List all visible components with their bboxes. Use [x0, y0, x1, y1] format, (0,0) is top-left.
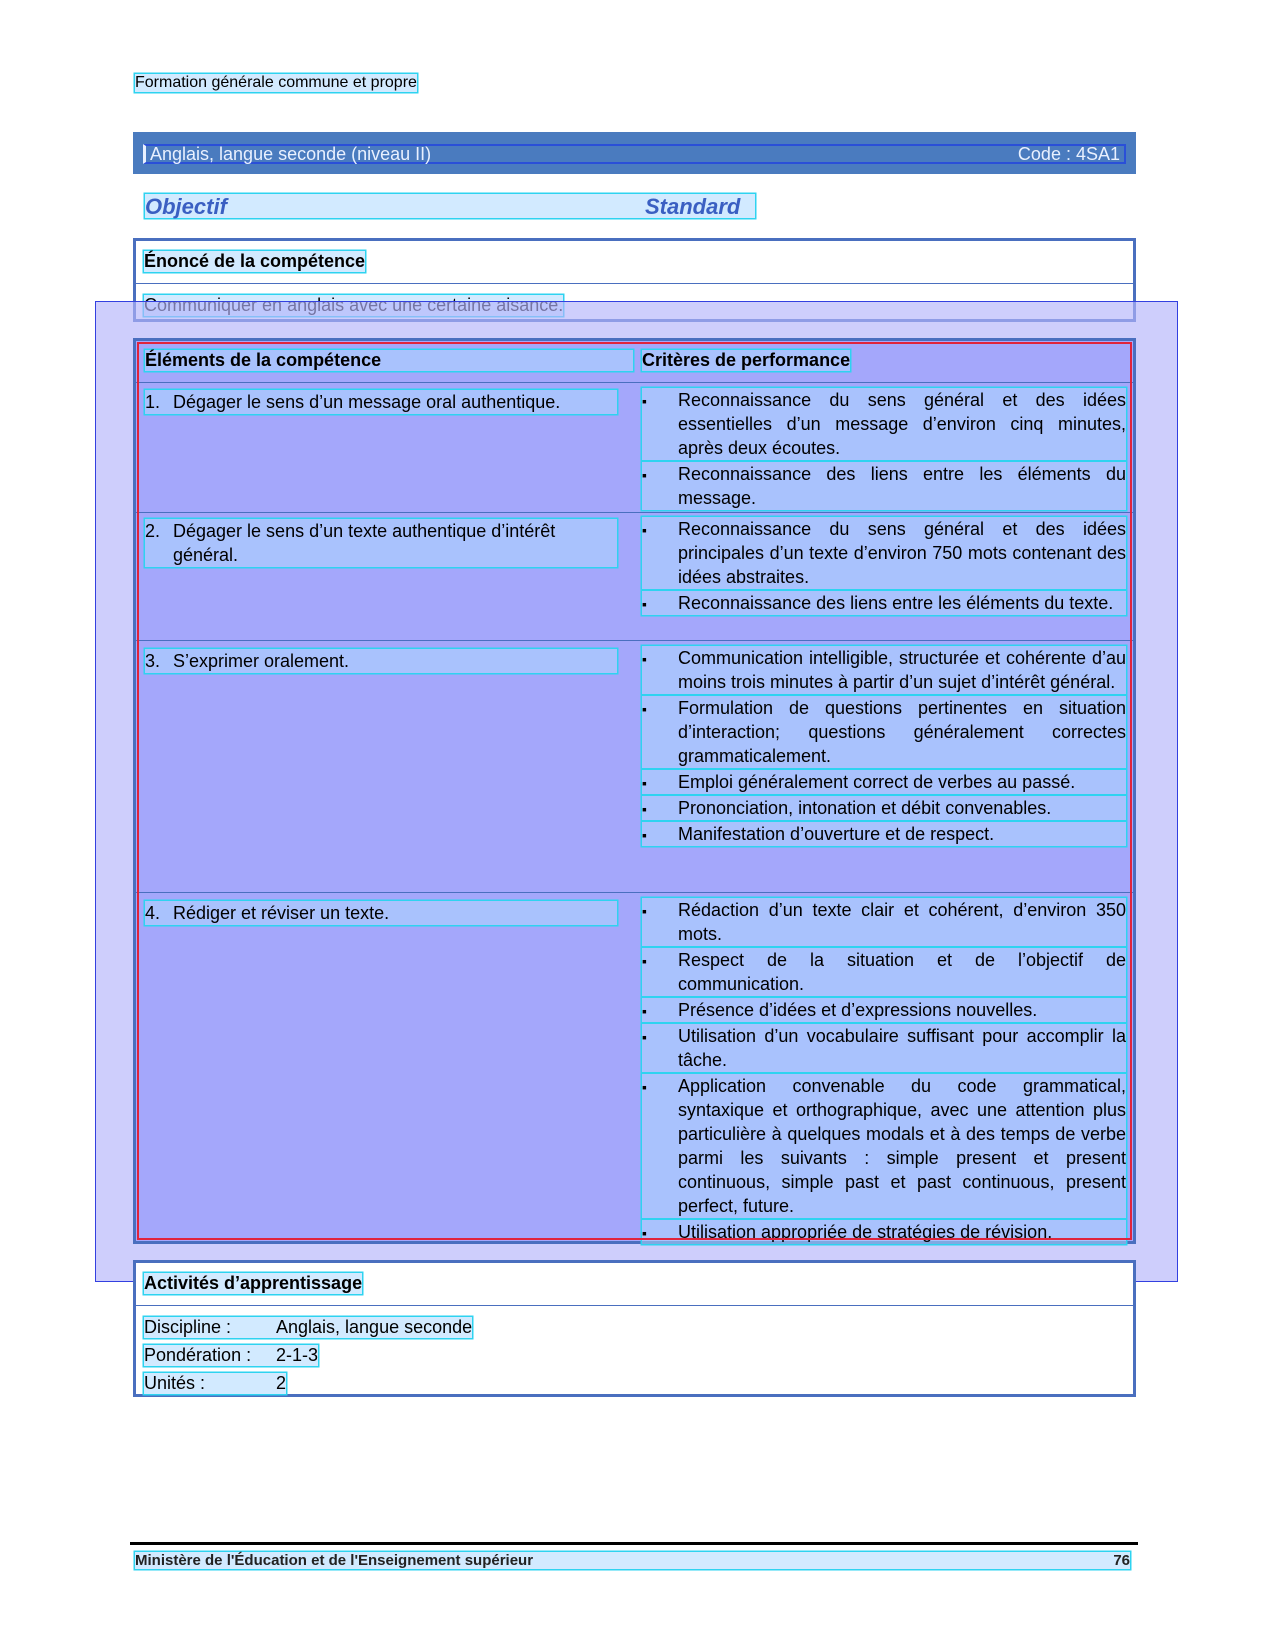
list-item: ▪ Utilisation d’un vocabulaire suffisant pour accomplir la tâche.: [642, 1024, 1126, 1072]
element-number: 3.: [145, 651, 161, 671]
enonce-heading: Énoncé de la compétence: [144, 251, 366, 271]
standard-label: Standard: [645, 194, 741, 219]
divider: [136, 283, 1133, 284]
activites-heading: Activités d’apprentissage: [144, 1273, 363, 1293]
bullet-icon: [642, 591, 652, 616]
list-item: ▪ Reconnaissance du sens général et des idées essentielles d’un message d’environ cinq minutes, après deux écoutes.: [642, 388, 1126, 460]
criteria-list: [642, 388, 1126, 512]
ministry-name: Ministère de l'Éducation et de l'Enseignement supérieur: [135, 1552, 534, 1569]
discipline-label: Discipline :: [144, 1317, 232, 1337]
discipline-row: [144, 1317, 472, 1338]
table-row-element: [145, 519, 617, 567]
course-title: Anglais, langue seconde (niveau II): [150, 144, 432, 164]
list-item: ▪ Reconnaissance des liens entre les éléments du message.: [642, 462, 1126, 510]
row-divider: [136, 640, 1133, 641]
bullet-icon: [642, 822, 652, 847]
element-text: Dégager le sens d’un message oral authentique.: [173, 392, 561, 412]
element-number: 4.: [145, 903, 161, 923]
objectif-label: Objectif: [145, 194, 227, 219]
bullet-icon: [642, 998, 652, 1023]
bullet-icon: [642, 462, 652, 487]
row-divider: [136, 382, 1133, 383]
bullet-icon: [642, 1220, 652, 1245]
list-item: ▪ Application convenable du code grammatical, syntaxique et orthographique, avec une attention plus particulière à quelques modals et à des temps de verbe parmi les suivants : simple present et present continuous, simple past et past continuous, present perfect, future.: [642, 1074, 1126, 1218]
bullet-icon: [642, 948, 652, 973]
objectif-standard-heading: [145, 194, 755, 218]
row-divider: [136, 512, 1133, 513]
unites-label: Unités :: [144, 1373, 206, 1393]
element-text: Dégager le sens d’un texte authentique d’intérêt général.: [173, 521, 556, 565]
criteria-list: [642, 646, 1126, 848]
activites-box: [133, 1260, 1136, 1397]
table-row-element: [145, 649, 617, 673]
list-item: ▪ Formulation de questions pertinentes en situation d’interaction; questions généralement correctes grammaticalement.: [642, 696, 1126, 768]
discipline-value: Anglais, langue seconde: [276, 1317, 473, 1337]
element-number: 2.: [145, 521, 161, 541]
column-header-elements: Éléments de la compétence: [145, 350, 633, 371]
list-item: ▪ Manifestation d’ouverture et de respect.: [642, 822, 1126, 846]
divider: [136, 1305, 1133, 1306]
ponderation-row: [144, 1345, 318, 1366]
element-number: 1.: [145, 392, 161, 412]
list-item: ▪ Communication intelligible, structurée et cohérente d’au moins trois minutes à partir d’un sujet d’intérêt général.: [642, 646, 1126, 694]
unites-row: [144, 1373, 286, 1394]
criteria-list: [642, 898, 1126, 1246]
bullet-icon: [642, 517, 652, 542]
course-title-bar: [133, 132, 1136, 174]
table-row-element: [145, 390, 617, 414]
bullet-icon: [642, 1074, 652, 1099]
bullet-icon: [642, 1024, 652, 1049]
bullet-icon: [642, 796, 652, 821]
column-header-criteres: Critères de performance: [642, 350, 851, 370]
unites-value: 2: [276, 1373, 287, 1393]
bullet-icon: [642, 646, 652, 671]
criteria-list: [642, 517, 1126, 617]
list-item: ▪ Emploi généralement correct de verbes au passé.: [642, 770, 1126, 794]
bullet-icon: [642, 388, 652, 413]
ponderation-label: Pondération :: [144, 1345, 252, 1365]
row-divider: [136, 892, 1133, 893]
list-item: ▪ Respect de la situation et de l’objectif de communication.: [642, 948, 1126, 996]
page-number: 76: [1113, 1552, 1130, 1569]
list-item: ▪ Reconnaissance des liens entre les éléments du texte.: [642, 591, 1126, 615]
bullet-icon: [642, 770, 652, 795]
footer-rule: [130, 1542, 1138, 1545]
ponderation-value: 2-1-3: [276, 1345, 319, 1365]
table-row-element: [145, 901, 617, 925]
list-item: ▪ Reconnaissance du sens général et des idées principales d’un texte d’environ 750 mots contenant des idées abstraites.: [642, 517, 1126, 589]
element-text: Rédiger et réviser un texte.: [173, 903, 390, 923]
running-header: Formation générale commune et propre: [135, 74, 417, 91]
bullet-icon: [642, 898, 652, 923]
list-item: ▪ Présence d’idées et d’expressions nouvelles.: [642, 998, 1126, 1022]
course-code: Code : 4SA1: [1017, 144, 1120, 164]
page-footer: [135, 1552, 1130, 1569]
list-item: ▪ Rédaction d’un texte clair et cohérent, d’environ 350 mots.: [642, 898, 1126, 946]
bullet-icon: [642, 696, 652, 721]
element-text: S’exprimer oralement.: [173, 651, 350, 671]
list-item: ▪ Utilisation appropriée de stratégies de révision.: [642, 1220, 1126, 1244]
list-item: ▪ Prononciation, intonation et débit convenables.: [642, 796, 1126, 820]
